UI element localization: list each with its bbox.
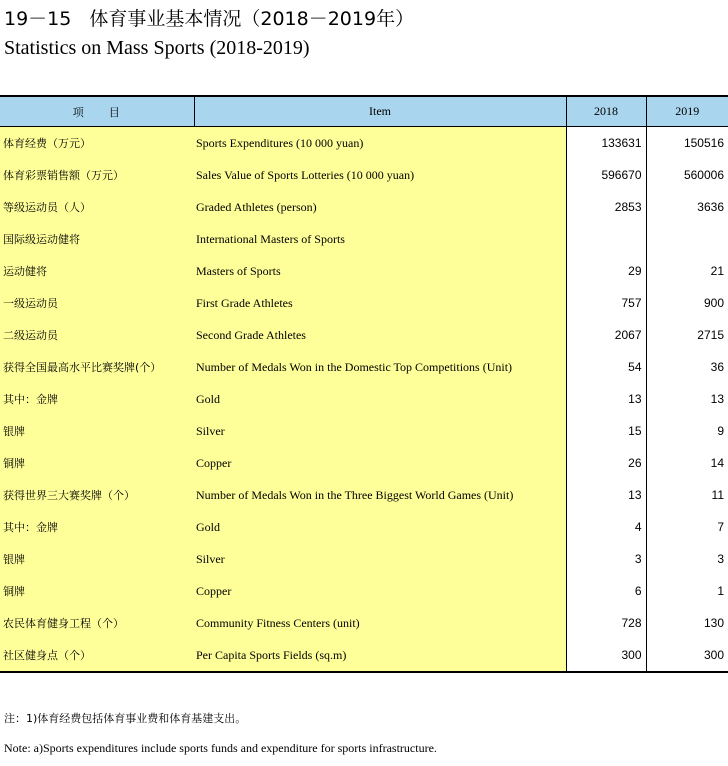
row-label-cn: 体育彩票销售额（万元） xyxy=(0,159,194,191)
row-label-en: Copper xyxy=(194,575,566,607)
value-2019: 3636 xyxy=(697,200,724,214)
table-row xyxy=(0,575,728,607)
row-label-cn: 获得世界三大赛奖牌（个） xyxy=(0,479,194,511)
table-row xyxy=(0,159,728,191)
table-row xyxy=(0,223,728,255)
table-row xyxy=(0,447,728,479)
row-label-cn: 铜牌 xyxy=(0,447,194,479)
value-2018: 4 xyxy=(566,511,646,543)
value-2019 xyxy=(646,223,728,255)
row-label-en: Number of Medals Won in the Three Biggest World Games (Unit) xyxy=(194,479,566,511)
row-label-cn: 银牌 xyxy=(0,415,194,447)
row-label-cn: 二级运动员 xyxy=(0,319,194,351)
footnote-cn: 注：1)体育经费包括体育事业费和体育基建支出。 xyxy=(4,712,247,725)
table-row xyxy=(0,383,728,415)
value-2019: 14 xyxy=(710,456,724,470)
header-row xyxy=(0,96,728,127)
value-2019: 3 xyxy=(717,552,724,566)
value-2019: 21 xyxy=(710,264,724,278)
table-number: 19－15 xyxy=(4,8,72,30)
row-label-en: International Masters of Sports xyxy=(194,223,566,255)
table-row xyxy=(0,511,728,543)
row-label-cn: 其中：金牌 xyxy=(0,511,194,543)
row-label-en: Silver xyxy=(194,543,566,575)
value-2018: 6 xyxy=(566,575,646,607)
statistics-table xyxy=(0,95,728,673)
table-row xyxy=(0,287,728,319)
value-2019: 560006 xyxy=(683,168,724,182)
row-label-cn: 获得全国最高水平比赛奖牌(个） xyxy=(0,351,194,383)
row-label-cn: 铜牌 xyxy=(0,575,194,607)
value-2018: 15 xyxy=(566,415,646,447)
value-2019: 300 xyxy=(646,639,728,672)
table-row xyxy=(0,639,728,672)
table-row xyxy=(0,479,728,511)
table-row xyxy=(0,191,728,223)
value-2019: 11 xyxy=(711,488,724,502)
row-label-cn: 体育经费（万元） xyxy=(0,127,194,160)
value-2019: 9 xyxy=(717,424,724,438)
table-row xyxy=(0,543,728,575)
value-2018: 29 xyxy=(566,255,646,287)
value-2018: 13 xyxy=(566,479,646,511)
row-label-en: Community Fitness Centers (unit) xyxy=(194,607,566,639)
header-year-2019: 2019 xyxy=(646,96,728,127)
value-2019: 2715 xyxy=(697,328,724,342)
value-2018: 133631 xyxy=(566,127,646,160)
value-2018: 2067 xyxy=(566,319,646,351)
value-2018: 757 xyxy=(566,287,646,319)
row-label-en: Sports Expenditures (10 000 yuan) xyxy=(194,127,566,160)
row-label-en: Per Capita Sports Fields (sq.m) xyxy=(194,639,566,672)
value-2018: 54 xyxy=(566,351,646,383)
footnote-en: Note: a)Sports expenditures include sports funds and expenditure for sports infrastructure. xyxy=(4,741,437,755)
table-row xyxy=(0,319,728,351)
header-item-cn: 项 目 xyxy=(0,96,194,127)
row-label-en: Graded Athletes (person) xyxy=(194,191,566,223)
row-label-cn: 银牌 xyxy=(0,543,194,575)
row-label-cn: 农民体育健身工程（个） xyxy=(0,607,194,639)
row-label-cn: 一级运动员 xyxy=(0,287,194,319)
value-2018: 728 xyxy=(566,607,646,639)
value-2019: 900 xyxy=(703,296,724,310)
header-year-2018: 2018 xyxy=(566,96,646,127)
value-2018: 26 xyxy=(566,447,646,479)
row-label-en: First Grade Athletes xyxy=(194,287,566,319)
value-2018 xyxy=(566,223,646,255)
row-label-cn: 其中：金牌 xyxy=(0,383,194,415)
value-2019: 1 xyxy=(717,584,724,598)
title-cn-text: 体育事业基本情况（2018－2019年） xyxy=(89,8,415,30)
table-row xyxy=(0,415,728,447)
row-label-en: Number of Medals Won in the Domestic Top Competitions (Unit) xyxy=(194,351,566,383)
row-label-cn: 运动健将 xyxy=(0,255,194,287)
value-2019: 130 xyxy=(703,616,724,630)
row-label-en: Second Grade Athletes xyxy=(194,319,566,351)
row-label-en: Silver xyxy=(194,415,566,447)
value-2018: 2853 xyxy=(566,191,646,223)
page-title-cn xyxy=(4,4,414,31)
table-row xyxy=(0,127,728,160)
row-label-cn: 社区健身点（个） xyxy=(0,639,194,672)
value-2018: 3 xyxy=(566,543,646,575)
row-label-cn: 国际级运动健将 xyxy=(0,223,194,255)
value-2019: 150516 xyxy=(683,136,724,150)
value-2018: 13 xyxy=(566,383,646,415)
row-label-en: Masters of Sports xyxy=(194,255,566,287)
row-label-en: Gold xyxy=(194,511,566,543)
value-2018: 300 xyxy=(566,639,646,672)
row-label-en: Sales Value of Sports Lotteries (10 000 yuan) xyxy=(194,159,566,191)
page-title-en: Statistics on Mass Sports (2018-2019) xyxy=(4,37,310,59)
table-row xyxy=(0,351,728,383)
row-label-en: Copper xyxy=(194,447,566,479)
table-row xyxy=(0,255,728,287)
row-label-en: Gold xyxy=(194,383,566,415)
header-item-en: Item xyxy=(194,96,566,127)
table-row xyxy=(0,607,728,639)
value-2019: 13 xyxy=(710,392,724,406)
value-2018: 596670 xyxy=(566,159,646,191)
value-2019: 7 xyxy=(717,520,724,534)
row-label-cn: 等级运动员（人） xyxy=(0,191,194,223)
value-2019: 36 xyxy=(710,360,724,374)
